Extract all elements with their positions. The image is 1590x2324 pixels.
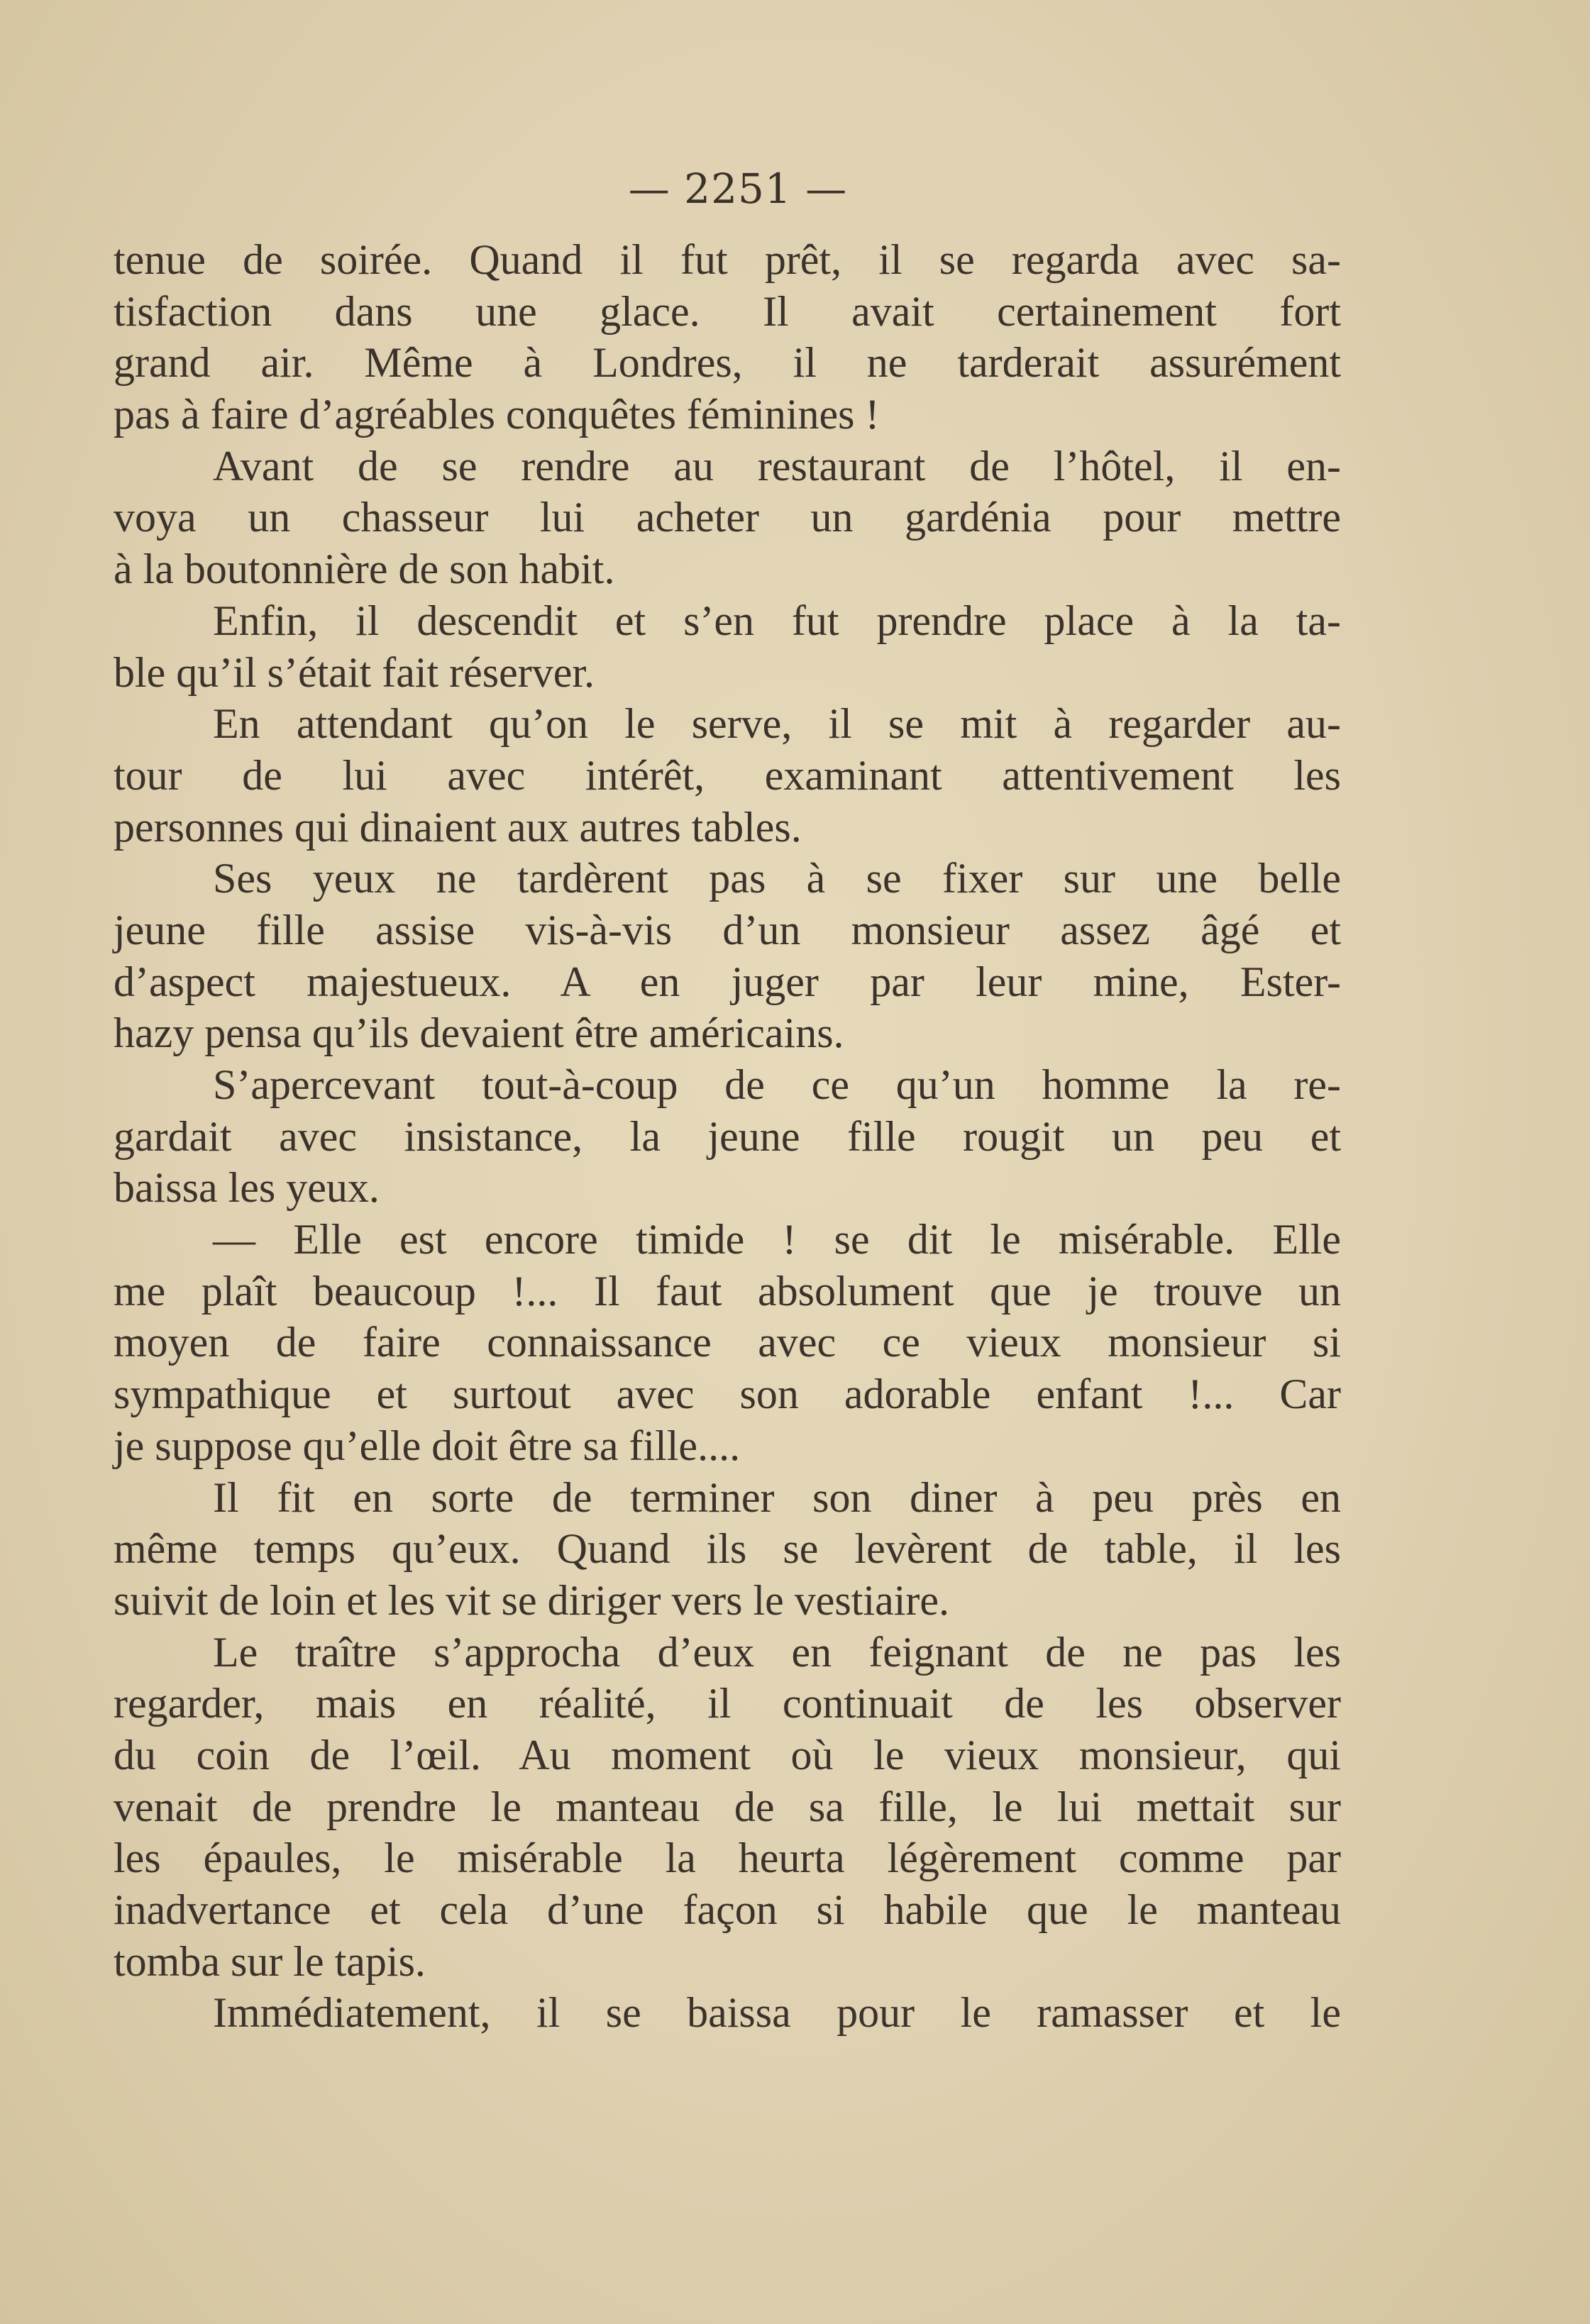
text-line: du coin de l’œil. Au moment où le vieux monsieur, qui [114,1731,1341,1778]
text-line: pas à faire d’agréables conquêtes féminines ! [114,391,880,438]
text-line: tomba sur le tapis. [114,1937,426,1985]
body-text [114,234,1341,2039]
text-line: même temps qu’eux. Quand ils se levèrent de table, il les [114,1525,1341,1573]
text-line: d’aspect majestueux. A en juger par leur mine, Ester- [114,958,1341,1005]
text-line: Avant de se rendre au restaurant de l’hôtel, il en- [213,442,1341,489]
text-line: à la boutonnière de son habit. [114,546,615,593]
text-line: — Elle est encore timide ! se dit le misérable. Elle [213,1216,1341,1263]
text-line: gardait avec insistance, la jeune fille rougit un peu et [114,1112,1341,1160]
text-line: Enfin, il descendit et s’en fut prendre place à la ta- [213,597,1341,644]
text-line: tenue de soirée. Quand il fut prêt, il se regarda avec sa- [114,236,1341,283]
text-line: Il fit en sorte de terminer son diner à peu près en [213,1473,1341,1521]
page-number: — 2251 — [628,165,848,213]
text-line: grand air. Même à Londres, il ne tarderait assurément [114,339,1341,387]
text-line: venait de prendre le manteau de sa fille, le lui mettait sur [114,1783,1341,1830]
text-line: inadvertance et cela d’une façon si habile que le manteau [114,1886,1341,1933]
text-line: ble qu’il s’était fait réserver. [114,648,595,696]
text-line: hazy pensa qu’ils devaient être américains. [114,1009,844,1057]
text-line: suivit de loin et les vit se diriger vers le vestiaire. [114,1576,950,1624]
text-line: En attendant qu’on le serve, il se mit à regarder au- [213,700,1341,748]
text-line: Immédiatement, il se baissa pour le ramasser et le [213,1989,1341,2037]
text-line: je suppose qu’elle doit être sa fille.... [114,1422,741,1469]
text-line: personnes qui dinaient aux autres tables. [114,803,802,851]
text-line: sympathique et surtout avec son adorable enfant !... Car [114,1371,1341,1418]
text-line: voya un chasseur lui acheter un gardénia pour mettre [114,494,1341,541]
text-line: moyen de faire connaissance avec ce vieux monsieur si [114,1319,1341,1366]
text-line: les épaules, le misérable la heurta légèrement comme par [114,1835,1341,1882]
text-line: regarder, mais en réalité, il continuait de les observer [114,1680,1341,1727]
text-line: baissa les yeux. [114,1164,380,1212]
text-line: Ses yeux ne tardèrent pas à se fixer sur une belle [213,855,1341,902]
text-line: jeune fille assise vis-à-vis d’un monsieur assez âgé et [114,906,1341,953]
text-line: tisfaction dans une glace. Il avait certainement fort [114,287,1341,335]
text-line: tour de lui avec intérêt, examinant attentivement les [114,751,1341,799]
text-line: Le traître s’approcha d’eux en feignant de ne pas les [213,1628,1341,1676]
text-line: S’apercevant tout-à-coup de ce qu’un homme la re- [213,1061,1341,1108]
text-line: me plaît beaucoup !... Il faut absolument que je trouve un [114,1267,1341,1315]
